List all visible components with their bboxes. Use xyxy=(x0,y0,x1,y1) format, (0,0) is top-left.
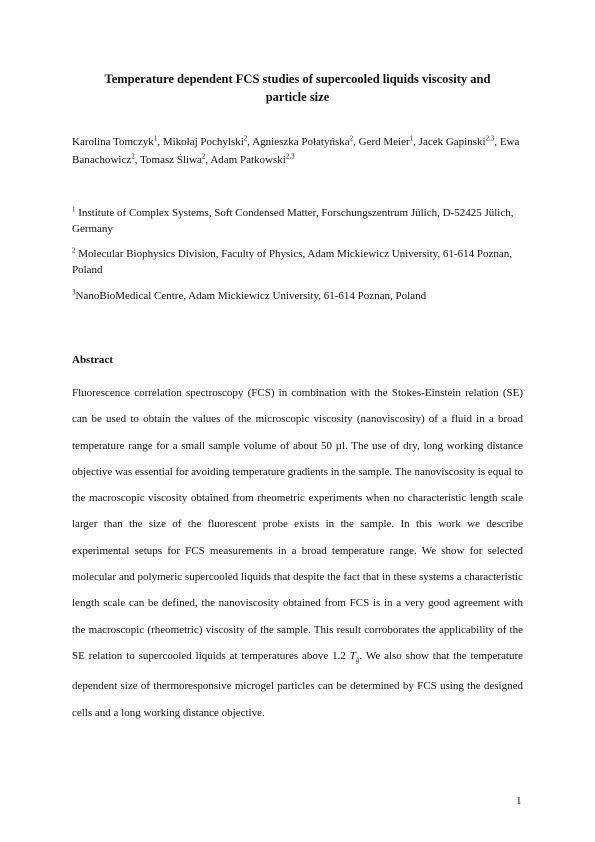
author-name: Jacek Gapinski xyxy=(418,136,486,148)
author-affiliation-mark: 2,3 xyxy=(485,134,495,143)
title-line-1: Temperature dependent FCS studies of supercooled liquids viscosity and xyxy=(104,72,491,86)
author-affiliation-mark: 2 xyxy=(243,134,248,143)
author-separator: , xyxy=(157,136,163,148)
author-name: Mikołaj Pochylski xyxy=(162,136,244,148)
author-separator: , xyxy=(413,136,419,148)
affiliation-mark: 1 xyxy=(72,205,76,214)
title-line-2: particle size xyxy=(265,90,330,104)
affiliation-1 xyxy=(72,205,523,237)
author-list xyxy=(72,133,523,169)
author-affiliation-mark: 2,3 xyxy=(285,152,295,161)
affiliation-text: Institute of Complex Systems, Soft Condensed Matter, Forschungszentrum Jülich, D-52425 Jülich, Germany xyxy=(72,207,514,235)
author-separator: , xyxy=(205,154,211,166)
author xyxy=(210,154,294,166)
author-name: Adam Patkowski xyxy=(210,154,286,166)
author-name: Gerd Meier xyxy=(358,136,410,148)
author-name: Agnieszka Połatyńska xyxy=(252,136,350,148)
author-separator: , xyxy=(247,136,253,148)
author-separator: , xyxy=(134,154,141,166)
author xyxy=(72,136,163,148)
author-affiliation-mark: 1 xyxy=(153,134,158,143)
affiliation-2 xyxy=(72,246,523,278)
abstract-text-part-2: . We also show that the temperature dependent size of thermoresponsive microgel particles can be determined by FCS using the designed cells and a long working distance objective. xyxy=(72,649,524,719)
author xyxy=(140,154,210,166)
paper-title xyxy=(72,70,523,106)
author-name: Karolina Tomczyk xyxy=(72,136,154,148)
abstract-body xyxy=(72,380,523,726)
author xyxy=(419,136,500,148)
author-affiliation-mark: 2 xyxy=(201,152,206,161)
author xyxy=(359,136,419,148)
affiliation-text: NanoBioMedical Centre, Adam Mickiewicz University, 61-614 Poznan, Poland xyxy=(75,290,427,302)
affiliation-3 xyxy=(72,288,523,304)
author-name: Tomasz Śliwa xyxy=(140,154,202,166)
author-separator: , xyxy=(353,136,359,148)
author-separator: , xyxy=(494,136,500,148)
author-affiliation-mark: 1 xyxy=(409,134,414,143)
page-number: 1 xyxy=(516,795,522,807)
author-name: Ewa Banachowicz xyxy=(72,136,520,166)
affiliation-mark: 2 xyxy=(72,246,76,255)
affiliation-mark: 3 xyxy=(72,288,76,297)
abstract-heading: Abstract xyxy=(72,354,113,366)
author-affiliation-mark: 2 xyxy=(349,134,354,143)
abstract-text-part-1: Fluorescence correlation spectroscopy (FCS) in combination with the Stokes-Einstein relation (SE) can be used to obtain the values of the microscopic viscosity (nanoviscosity) of a fluid in a broad temperature range for a small sample volume of about 50 µl. The use of dry, long working distance objective was essential for avoiding temperature gradients in the sample. The nanoviscosity is equal to the macroscopic viscosity obtained from rheometric experiments when no characteristic length scale larger than the size of the fluorescent probe exists in the sample. In this work we describe experimental setups for FCS measurements in a broad temperature range. We show for selected molecular and polymeric supercooled liquids that despite the fact that in these systems a characteristic length scale can be defined, the nanoviscosity obtained from FCS is in a very good agreement with the macroscopic (rheometric) viscosity of the sample. This result corroborates the applicability of the SE relation to supercooled liquids at temperatures above 1.2 xyxy=(72,387,523,662)
glass-transition-symbol: $T_g$ xyxy=(349,649,360,665)
author xyxy=(252,136,358,148)
author xyxy=(163,136,252,148)
author-affiliation-mark: 2 xyxy=(131,152,135,161)
affiliation-text: Molecular Biophysics Division, Faculty of Physics, Adam Mickiewicz University, 61-614 Poznan, Poland xyxy=(72,248,512,276)
